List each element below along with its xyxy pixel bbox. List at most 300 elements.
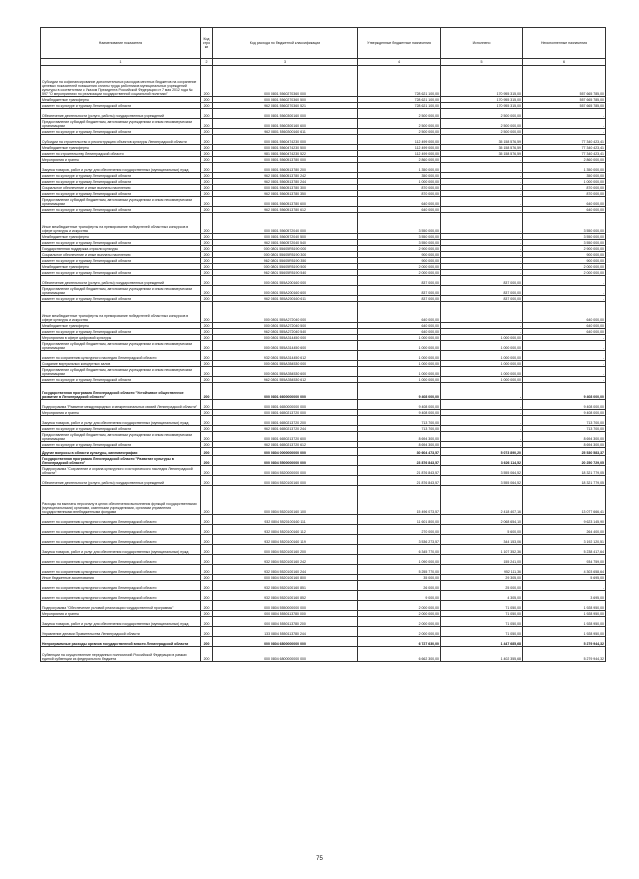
- table-row: [41, 476, 606, 486]
- row-code: 200: [201, 486, 213, 515]
- row-approved: 6 727 630,00: [358, 637, 441, 647]
- row-budget-code: 000 0801 5560270360 500: [213, 97, 358, 103]
- row-code: 200: [201, 173, 213, 179]
- row-unexecuted: -: [523, 377, 606, 383]
- row-budget-code: 000 0804 5520100160 800: [213, 575, 358, 581]
- row-code: 200: [201, 234, 213, 240]
- row-executed: -: [441, 258, 523, 264]
- row-code: 200: [201, 151, 213, 157]
- row-unexecuted: 2 900 000,00: [523, 246, 606, 252]
- row-name: Создание виртуальных концертных залов: [41, 361, 201, 367]
- row-code: 200: [201, 575, 213, 581]
- table-row: [41, 213, 606, 234]
- table-row: [41, 525, 606, 535]
- row-approved: 6 345 770,00: [358, 545, 441, 555]
- row-executed: 1 000 000,00: [441, 335, 523, 341]
- row-code: 200: [201, 323, 213, 329]
- row-name: комитет по культуре и туризму Ленинградской области: [41, 240, 201, 246]
- row-budget-code: 981 0801 5560474230 522: [213, 151, 358, 157]
- row-executed: -: [441, 426, 523, 432]
- table-body: [41, 66, 606, 662]
- row-budget-code: 000 0801 55605R5190 300: [213, 252, 358, 258]
- row-executed: -: [441, 240, 523, 246]
- row-name: комитет по культуре и туризму Ленинградской области: [41, 270, 201, 276]
- row-unexecuted: 1 000 000,00: [523, 179, 606, 185]
- row-code: 200: [201, 207, 213, 213]
- row-approved: 1 090 000,00: [358, 555, 441, 565]
- row-approved: 21 876 843,57: [358, 476, 441, 486]
- row-executed: -: [441, 234, 523, 240]
- row-code: 200: [201, 400, 213, 410]
- row-unexecuted: 900 000,00: [523, 252, 606, 258]
- row-unexecuted: 77 340 423,41: [523, 145, 606, 151]
- row-code: 200: [201, 163, 213, 173]
- row-code: 200: [201, 611, 213, 617]
- row-budget-code: 000 0801 555A354530 600: [213, 367, 358, 377]
- row-unexecuted: -: [523, 335, 606, 341]
- row-code: 200: [201, 197, 213, 207]
- row-unexecuted: -: [523, 119, 606, 129]
- header-executed: Исполнено: [441, 28, 523, 59]
- row-approved: 3 536 273,57: [358, 535, 441, 545]
- table-row: [41, 456, 606, 466]
- row-name: Мероприятия и гранты: [41, 611, 201, 617]
- row-code: 200: [201, 361, 213, 367]
- row-budget-code: 000 0801 5560513780 200: [213, 163, 358, 173]
- row-approved: 2 900 000,00: [358, 246, 441, 252]
- row-unexecuted: 934 759,00: [523, 555, 606, 565]
- row-unexecuted: -: [523, 341, 606, 351]
- report-page: [40, 27, 605, 662]
- row-executed: 170 955 315,00: [441, 97, 523, 103]
- row-name: Субсидии на софинансирование дополнительных расходов местных бюджетов на сохранение целевых показателей повышения оплаты труда работников муниципальных учреждений культуры в соответствии с Указом Президента Российской Федерации от 7 мая 2012 года № 597 "О мероприятиях по реализации государственной социальной политики": [41, 66, 201, 97]
- row-executed: 1 000 000,00: [441, 361, 523, 367]
- row-budget-code: 000 0801 55605R5190 000: [213, 246, 358, 252]
- row-executed: -: [441, 207, 523, 213]
- row-unexecuted: 20 250 729,05: [523, 456, 606, 466]
- row-name: комитет по сохранению культурного наследия Ленинградской области: [41, 565, 201, 575]
- row-approved: 9 000,00: [358, 591, 441, 601]
- row-budget-code: 932 0804 5520100160 242: [213, 555, 358, 565]
- row-executed: -: [441, 246, 523, 252]
- row-budget-code: 000 0804 0000000000 000: [213, 448, 358, 456]
- table-header-row: [41, 28, 606, 59]
- column-number: 4: [358, 59, 441, 66]
- row-approved: 870 000,00: [358, 185, 441, 191]
- row-unexecuted: -: [523, 351, 606, 361]
- row-unexecuted: -: [523, 129, 606, 135]
- row-executed: 29 305,00: [441, 575, 523, 581]
- row-name: Закупка товаров, работ и услуг для обеспечения государственных (муниципальных) нужд: [41, 163, 201, 173]
- row-code: 200: [201, 637, 213, 647]
- row-executed: 170 955 315,00: [441, 66, 523, 97]
- table-row: [41, 555, 606, 565]
- row-approved: 728 621 100,00: [358, 97, 441, 103]
- row-name: Государственная программа Ленинградской области "Развитие культуры в Ленинградской области": [41, 456, 201, 466]
- row-approved: 2 860 000,00: [358, 157, 441, 163]
- row-executed: 71 050,00: [441, 627, 523, 637]
- row-executed: 5 600,00: [441, 525, 523, 535]
- row-name: Субсидии на строительство и реконструкцию объектов культуры Ленинградской области: [41, 135, 201, 145]
- row-name: Закупка товаров, работ и услуг для обеспечения государственных (муниципальных) нужд: [41, 545, 201, 555]
- row-executed: 2 500 000,00: [441, 109, 523, 119]
- table-row: [41, 163, 606, 173]
- row-approved: 9 408 000,00: [358, 383, 441, 400]
- row-executed: -: [441, 323, 523, 329]
- row-executed: -: [441, 400, 523, 410]
- row-name: Мероприятия и гранты: [41, 157, 201, 163]
- row-approved: 2 500 000,00: [358, 109, 441, 119]
- row-unexecuted: 640 000,00: [523, 197, 606, 207]
- row-unexecuted: 1 350 000,00: [523, 163, 606, 173]
- row-executed: 344 153,06: [441, 535, 523, 545]
- row-unexecuted: 9 408 000,00: [523, 383, 606, 400]
- row-approved: 3 550 000,00: [358, 240, 441, 246]
- row-executed: 2 068 654,10: [441, 515, 523, 525]
- row-executed: 2 500 000,00: [441, 119, 523, 129]
- row-budget-code: 000 0801 6600000000 000: [213, 383, 358, 400]
- row-unexecuted: 557 665 785,00: [523, 97, 606, 103]
- row-code: 200: [201, 66, 213, 97]
- table-row: [41, 545, 606, 555]
- row-approved: 2 500 000,00: [358, 129, 441, 135]
- row-name: комитет по культуре и туризму Ленинградской области: [41, 173, 201, 179]
- row-code: 200: [201, 647, 213, 662]
- row-name: комитет по культуре и туризму Ленинградской области: [41, 296, 201, 302]
- row-approved: 640 000,00: [358, 207, 441, 213]
- row-approved: 1 000 000,00: [358, 179, 441, 185]
- row-unexecuted: 3 550 000,00: [523, 213, 606, 234]
- table-row: [41, 448, 606, 456]
- row-executed: 25 000,00: [441, 581, 523, 591]
- row-budget-code: 932 0804 5520100160 119: [213, 535, 358, 545]
- row-code: 200: [201, 276, 213, 286]
- table-row: [41, 197, 606, 207]
- row-name: Подпрограмма "Развитие международных и межрегиональных связей Ленинградской области": [41, 400, 201, 410]
- row-executed: 3 555 064,52: [441, 476, 523, 486]
- row-executed: 71 050,00: [441, 601, 523, 611]
- table-row: [41, 601, 606, 611]
- row-name: комитет по сохранению культурного наследия Ленинградской области: [41, 515, 201, 525]
- row-unexecuted: 3 550 000,00: [523, 240, 606, 246]
- row-executed: -: [441, 173, 523, 179]
- row-approved: 2 000 000,00: [358, 601, 441, 611]
- row-unexecuted: 557 665 785,00: [523, 103, 606, 109]
- row-unexecuted: 713 700,00: [523, 416, 606, 426]
- row-unexecuted: 9 408 000,00: [523, 400, 606, 410]
- row-code: 200: [201, 335, 213, 341]
- column-number: 3: [213, 59, 358, 66]
- row-code: 200: [201, 213, 213, 234]
- row-executed: -: [441, 252, 523, 258]
- row-budget-code: 000 0801 6650213720 000: [213, 410, 358, 416]
- row-code: 200: [201, 448, 213, 456]
- row-code: 200: [201, 442, 213, 448]
- row-code: 200: [201, 179, 213, 185]
- row-name: Мероприятия в сфере цифровой культуры: [41, 335, 201, 341]
- row-budget-code: 000 0804 5550113780 200: [213, 617, 358, 627]
- row-code: 200: [201, 581, 213, 591]
- row-executed: 3 555 064,52: [441, 466, 523, 476]
- row-unexecuted: 77 340 423,41: [523, 135, 606, 145]
- row-unexecuted: 640 000,00: [523, 323, 606, 329]
- row-executed: -: [441, 157, 523, 163]
- row-executed: -: [441, 270, 523, 276]
- row-budget-code: 000 0804 5520100160 100: [213, 486, 358, 515]
- row-unexecuted: 640 000,00: [523, 302, 606, 323]
- row-name: комитет по сохранению культурного наследия Ленинградской области: [41, 581, 201, 591]
- row-budget-code: 000 0801 5560513780 000: [213, 157, 358, 163]
- row-code: 200: [201, 264, 213, 270]
- row-name: Подпрограмма "Обеспечение условий реализации государственной программы": [41, 601, 201, 611]
- row-budget-code: 962 0801 55605R5190 350: [213, 258, 358, 264]
- row-approved: 2 000 000,00: [358, 627, 441, 637]
- page-number: 75: [316, 856, 323, 862]
- row-executed: 837 000,00: [441, 286, 523, 296]
- row-unexecuted: 77 340 423,41: [523, 151, 606, 157]
- row-unexecuted: 13 077 666,41: [523, 486, 606, 515]
- row-budget-code: 962 0801 5560300160 611: [213, 129, 358, 135]
- row-approved: 1 000 000,00: [358, 341, 441, 351]
- column-number: 6: [523, 59, 606, 66]
- row-executed: -: [441, 191, 523, 197]
- row-unexecuted: 1 928 950,00: [523, 617, 606, 627]
- row-name: комитет по культуре и туризму Ленинградской области: [41, 179, 201, 185]
- row-budget-code: 962 0801 6650213720 244: [213, 426, 358, 432]
- row-approved: 640 000,00: [358, 329, 441, 335]
- row-approved: 640 000,00: [358, 302, 441, 323]
- row-budget-code: 932 0804 5520100160 851: [213, 581, 358, 591]
- row-name: комитет по культуре и туризму Ленинградской области: [41, 329, 201, 335]
- row-executed: 952 111,36: [441, 565, 523, 575]
- row-name: комитет по сохранению культурного наследия Ленинградской области: [41, 591, 201, 601]
- row-name: Обеспечение деятельности (услуги, работы) государственных учреждений: [41, 109, 201, 119]
- column-number-row: [41, 59, 606, 66]
- row-approved: 15 496 073,57: [358, 486, 441, 515]
- row-executed: 1 107 352,36: [441, 545, 523, 555]
- row-budget-code: 962 0801 6650213720 612: [213, 442, 358, 448]
- row-unexecuted: 5 695,00: [523, 575, 606, 581]
- row-budget-code: 932 0804 5520100160 112: [213, 525, 358, 535]
- row-executed: 170 955 315,00: [441, 103, 523, 109]
- row-approved: 9 408 000,00: [358, 410, 441, 416]
- row-approved: 8 694 300,00: [358, 442, 441, 448]
- row-budget-code: 962 0801 5560513780 350: [213, 191, 358, 197]
- table-row: [41, 383, 606, 400]
- row-code: 200: [201, 545, 213, 555]
- table-row: [41, 341, 606, 351]
- row-budget-code: 962 0801 5560513780 244: [213, 179, 358, 185]
- row-code: 200: [201, 555, 213, 565]
- row-executed: 1 000 000,00: [441, 367, 523, 377]
- row-name: Социальное обеспечение и иные выплаты населению: [41, 185, 201, 191]
- row-executed: 837 000,00: [441, 296, 523, 302]
- row-budget-code: 962 0801 555A200160 611: [213, 296, 358, 302]
- row-name: Иные межбюджетные трансферты на премирование победителей областных конкурсов в сфере культуры и искусства: [41, 302, 201, 323]
- row-unexecuted: 3 192 120,51: [523, 535, 606, 545]
- row-executed: 1 000 000,00: [441, 351, 523, 361]
- table-row: [41, 617, 606, 627]
- row-name: Межбюджетные трансферты: [41, 264, 201, 270]
- row-name: Предоставление субсидий бюджетным, автономным учреждениям и иным некоммерческим организациям: [41, 367, 201, 377]
- row-code: 200: [201, 258, 213, 264]
- row-budget-code: 000 0804 6800000000 000: [213, 637, 358, 647]
- row-approved: 21 876 843,57: [358, 466, 441, 476]
- table-row: [41, 565, 606, 575]
- row-approved: 1 000 000,00: [358, 351, 441, 361]
- row-name: комитет по сохранению культурного наследия Ленинградской области: [41, 555, 201, 565]
- row-name: комитет по культуре и туризму Ленинградской области: [41, 103, 201, 109]
- row-unexecuted: 5 279 944,32: [523, 637, 606, 647]
- row-budget-code: 000 0804 5550113780 000: [213, 611, 358, 617]
- row-budget-code: 962 0801 5560513780 242: [213, 173, 358, 179]
- row-executed: 71 050,00: [441, 611, 523, 617]
- table-row: [41, 581, 606, 591]
- row-executed: -: [441, 383, 523, 400]
- row-unexecuted: -: [523, 296, 606, 302]
- table-row: [41, 416, 606, 426]
- row-executed: -: [441, 163, 523, 173]
- table-row: [41, 109, 606, 119]
- row-approved: 900 000,00: [358, 258, 441, 264]
- row-code: 200: [201, 515, 213, 525]
- table-row: [41, 135, 606, 145]
- row-budget-code: 000 0801 5560474230 500: [213, 145, 358, 151]
- table-row: [41, 591, 606, 601]
- row-budget-code: 000 0801 5560474230 000: [213, 135, 358, 145]
- column-number: 5: [441, 59, 523, 66]
- row-name: комитет по культуре и туризму Ленинградской области: [41, 258, 201, 264]
- row-approved: 837 000,00: [358, 286, 441, 296]
- row-executed: 2 418 407,16: [441, 486, 523, 515]
- row-unexecuted: 870 000,00: [523, 185, 606, 191]
- row-code: 200: [201, 185, 213, 191]
- row-approved: 23 876 843,57: [358, 456, 441, 466]
- row-name: комитет по культуре и туризму Ленинградской области: [41, 377, 201, 383]
- row-approved: 9 408 000,00: [358, 400, 441, 410]
- row-approved: 1 000 000,00: [358, 377, 441, 383]
- row-name: комитет по культуре и туризму Ленинградской области: [41, 207, 201, 213]
- row-unexecuted: 5 238 417,64: [523, 545, 606, 555]
- row-name: Иные бюджетные ассигнования: [41, 575, 201, 581]
- row-code: 200: [201, 367, 213, 377]
- row-unexecuted: 2 000 000,00: [523, 270, 606, 276]
- row-code: 200: [201, 383, 213, 400]
- row-unexecuted: -: [523, 109, 606, 119]
- row-budget-code: 000 0801 55605R5190 500: [213, 264, 358, 270]
- row-unexecuted: 18 321 779,05: [523, 476, 606, 486]
- row-approved: 713 700,00: [358, 416, 441, 426]
- row-name: Управление делами Правительства Ленинградской области: [41, 627, 201, 637]
- row-budget-code: 962 0801 5560572040 540: [213, 240, 358, 246]
- row-unexecuted: 1 928 950,00: [523, 601, 606, 611]
- row-budget-code: 962 0801 5560270360 521: [213, 103, 358, 109]
- row-budget-code: 133 0804 5550113780 244: [213, 627, 358, 637]
- row-executed: -: [441, 302, 523, 323]
- row-budget-code: 000 0801 5560513780 300: [213, 185, 358, 191]
- row-executed: 3 626 114,52: [441, 456, 523, 466]
- row-code: 200: [201, 341, 213, 351]
- row-code: 200: [201, 525, 213, 535]
- row-code: 200: [201, 466, 213, 476]
- row-code: 200: [201, 591, 213, 601]
- row-approved: 11 601 800,00: [358, 515, 441, 525]
- row-code: 200: [201, 286, 213, 296]
- row-name: комитет по сохранению культурного наследия Ленинградской области: [41, 525, 201, 535]
- row-executed: 1 000 000,00: [441, 341, 523, 351]
- row-code: 200: [201, 109, 213, 119]
- row-executed: 35 158 576,59: [441, 151, 523, 157]
- row-approved: 728 621 100,00: [358, 66, 441, 97]
- row-approved: 2 000 000,00: [358, 264, 441, 270]
- row-code: 200: [201, 296, 213, 302]
- row-name: Межбюджетные трансферты: [41, 97, 201, 103]
- row-code: 200: [201, 456, 213, 466]
- table-row: [41, 367, 606, 377]
- row-approved: 112 499 000,00: [358, 135, 441, 145]
- row-code: 200: [201, 476, 213, 486]
- table-row: [41, 351, 606, 361]
- row-executed: 1 000 000,00: [441, 377, 523, 383]
- row-budget-code: 000 0801 5560300160 600: [213, 119, 358, 129]
- column-number: 2: [201, 59, 213, 66]
- row-budget-code: 000 0801 6650000000 000: [213, 400, 358, 410]
- row-code: 200: [201, 246, 213, 252]
- row-unexecuted: -: [523, 581, 606, 591]
- row-approved: 350 000,00: [358, 173, 441, 179]
- row-approved: 2 000 000,00: [358, 270, 441, 276]
- row-name: комитет по сохранению культурного наследия Ленинградской области: [41, 535, 201, 545]
- row-approved: 6 662 300,00: [358, 647, 441, 662]
- header-approved: Утвержденные бюджетные назначения: [358, 28, 441, 59]
- row-code: 200: [201, 97, 213, 103]
- row-approved: 2 000 000,00: [358, 617, 441, 627]
- row-budget-code: 000 0804 5520100160 200: [213, 545, 358, 555]
- header-unexecuted: Неисполненные назначения: [523, 28, 606, 59]
- row-executed: -: [441, 197, 523, 207]
- row-unexecuted: 350 000,00: [523, 173, 606, 179]
- row-executed: -: [441, 442, 523, 448]
- row-approved: 270 000,00: [358, 525, 441, 535]
- row-code: 200: [201, 351, 213, 361]
- row-executed: -: [441, 329, 523, 335]
- row-name: Государственная поддержка отрасли культуры: [41, 246, 201, 252]
- row-code: 200: [201, 103, 213, 109]
- row-budget-code: 932 0801 555A314450 612: [213, 351, 358, 361]
- row-executed: -: [441, 410, 523, 416]
- row-approved: 2 000 000,00: [358, 611, 441, 617]
- row-unexecuted: -: [523, 276, 606, 286]
- row-code: 200: [201, 329, 213, 335]
- table-row: [41, 627, 606, 637]
- row-budget-code: 000 0801 555A272040 500: [213, 323, 358, 329]
- row-executed: 837 000,00: [441, 276, 523, 286]
- row-budget-code: 932 0804 5520100160 244: [213, 565, 358, 575]
- row-name: Другие вопросы в области культуры, кинематографии: [41, 448, 201, 456]
- row-approved: 5 255 770,00: [358, 565, 441, 575]
- header-indicator-name: Наименование показателя: [41, 28, 201, 59]
- row-budget-code: 000 0804 5520100160 000: [213, 476, 358, 486]
- row-unexecuted: 264 400,00: [523, 525, 606, 535]
- row-approved: 728 621 100,00: [358, 103, 441, 109]
- row-approved: 837 000,00: [358, 276, 441, 286]
- row-budget-code: 962 0801 55605R5190 540: [213, 270, 358, 276]
- row-name: Подпрограмма "Сохранение и охрана культурного и исторического наследия Ленинградской области": [41, 466, 201, 476]
- row-approved: 112 499 000,00: [358, 145, 441, 151]
- row-budget-code: 000 0801 555A200160 600: [213, 286, 358, 296]
- row-unexecuted: 4 303 658,64: [523, 565, 606, 575]
- row-approved: 1 000 000,00: [358, 367, 441, 377]
